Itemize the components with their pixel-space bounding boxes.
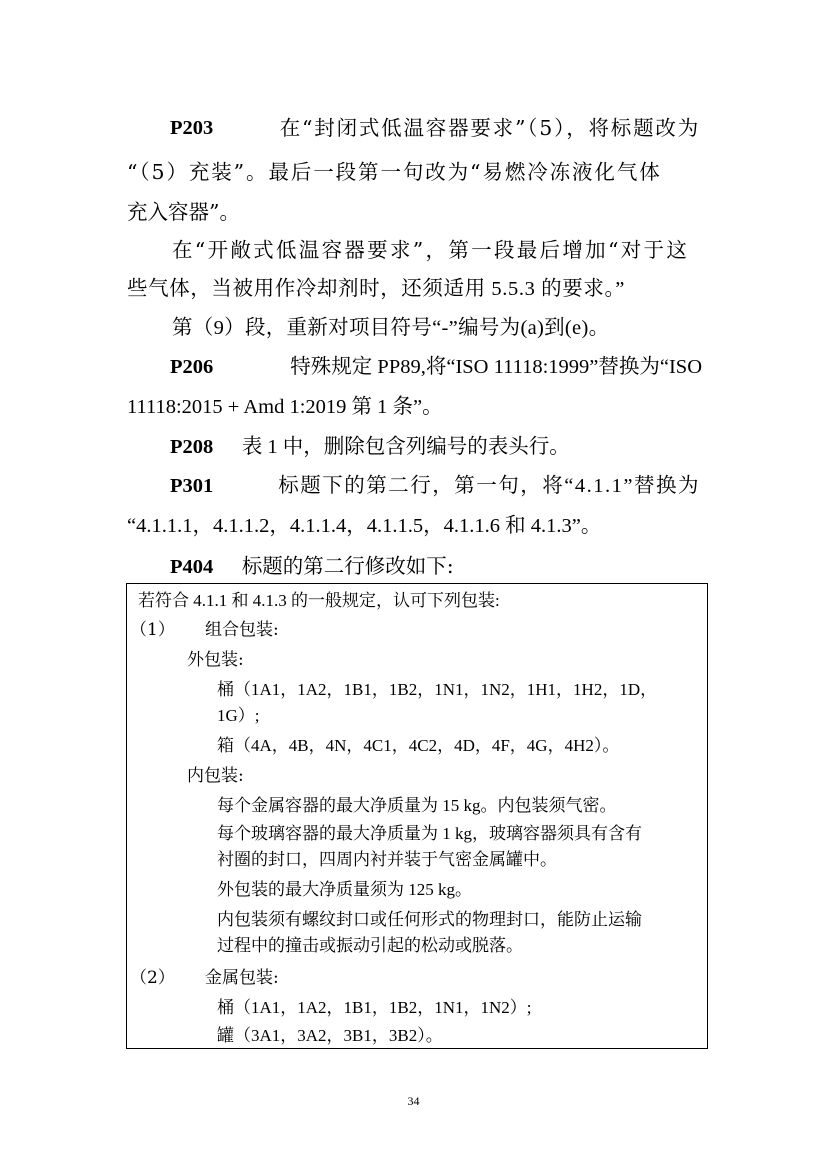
outer-max-mass: 外包装的最大净质量须为 125 kg。 [217, 880, 472, 899]
p208-code: P208 [170, 436, 214, 458]
section-1-number: （1） [130, 620, 175, 640]
box-intro: 若符合 4.1.1 和 4.1.3 的一般规定，认可下列包装: [138, 591, 500, 610]
p208-line [170, 434, 570, 459]
p206-line-1 [170, 355, 702, 379]
drums-list-2: 1G）; [217, 706, 260, 725]
p301-line-1 [170, 474, 700, 498]
p301-code: P301 [170, 475, 214, 497]
page-number: 34 [407, 1094, 420, 1108]
inner-glass-limit-2: 衬圈的封口，四周内衬并装于气密金属罐中。 [217, 850, 557, 870]
boxes-list: 箱（4A，4B，4N，4C1，4C2，4D，4F，4G，4H2）。 [217, 736, 620, 755]
section-2-title: 金属包装: [205, 968, 279, 988]
closure-requirement-1: 内包装须有螺纹封口或任何形式的物理封口，能防止运输 [217, 910, 642, 930]
inner-metal-limit: 每个金属容器的最大净质量为 15 kg。内包装须气密。 [217, 796, 617, 815]
packing-instruction-box [126, 583, 708, 1049]
drums-list-1: 桶（1A1，1A2，1B1，1B2，1N1，1N2，1H1，1H2，1D， [217, 680, 658, 699]
outer-packagings-title: 外包装: [187, 650, 244, 670]
closure-requirement-2: 过程中的撞击或振动引起的松动或脱落。 [217, 936, 523, 956]
inner-glass-limit-1: 每个玻璃容器的最大净质量为 1 kg，玻璃容器须具有含有 [217, 824, 642, 843]
section-1-title: 组合包装: [205, 620, 279, 640]
p301-text-2: “4.1.1.1，4.1.1.2，4.1.1.4，4.1.1.5，4.1.1.6 和 4.1.3”。 [127, 515, 602, 537]
open-receptacle-text-2: 些气体，当被用作冷却剂时，还须适用 5.5.3 的要求。” [127, 278, 625, 300]
p203-text-1: 在“封闭式低温容器要求”（5），将标题改为 [279, 116, 700, 140]
p203-text-2: “（5）充装”。最后一段第一句改为“易燃冷冻液化气体 [127, 160, 662, 184]
p404-code: P404 [170, 556, 214, 578]
p404-line [170, 554, 454, 579]
inner-packagings-title: 内包装: [187, 766, 244, 786]
p203-code: P203 [170, 117, 214, 139]
p208-text: 表 1 中，删除包含列编号的表头行。 [241, 436, 570, 458]
section-2-number: （2） [130, 968, 175, 988]
metal-drums-list: 桶（1A1，1A2，1B1，1B2，1N1，1N2）; [217, 998, 532, 1017]
p203-text-3: 充入容器”。 [127, 200, 240, 224]
p206-text-1: 特殊规定 PP89,将“ISO 11118:1999”替换为“ISO [290, 356, 702, 378]
metal-cans-list: 罐（3A1，3A2，3B1，3B2）。 [217, 1026, 443, 1045]
para-9-text: 第（9）段，重新对项目符号“-”编号为(a)到(e)。 [172, 317, 610, 339]
p203-line-1 [170, 116, 700, 140]
open-receptacle-text-1: 在“开敞式低温容器要求”，第一段最后增加“对于这 [172, 238, 690, 262]
p206-text-2: 11118:2015 + Amd 1:2019 第 1 条”。 [127, 396, 443, 418]
p206-code: P206 [170, 356, 214, 378]
p301-text-1: 标题下的第二行，第一句，将“4.1.1”替换为 [278, 475, 700, 497]
p404-text: 标题的第二行修改如下: [241, 554, 454, 578]
